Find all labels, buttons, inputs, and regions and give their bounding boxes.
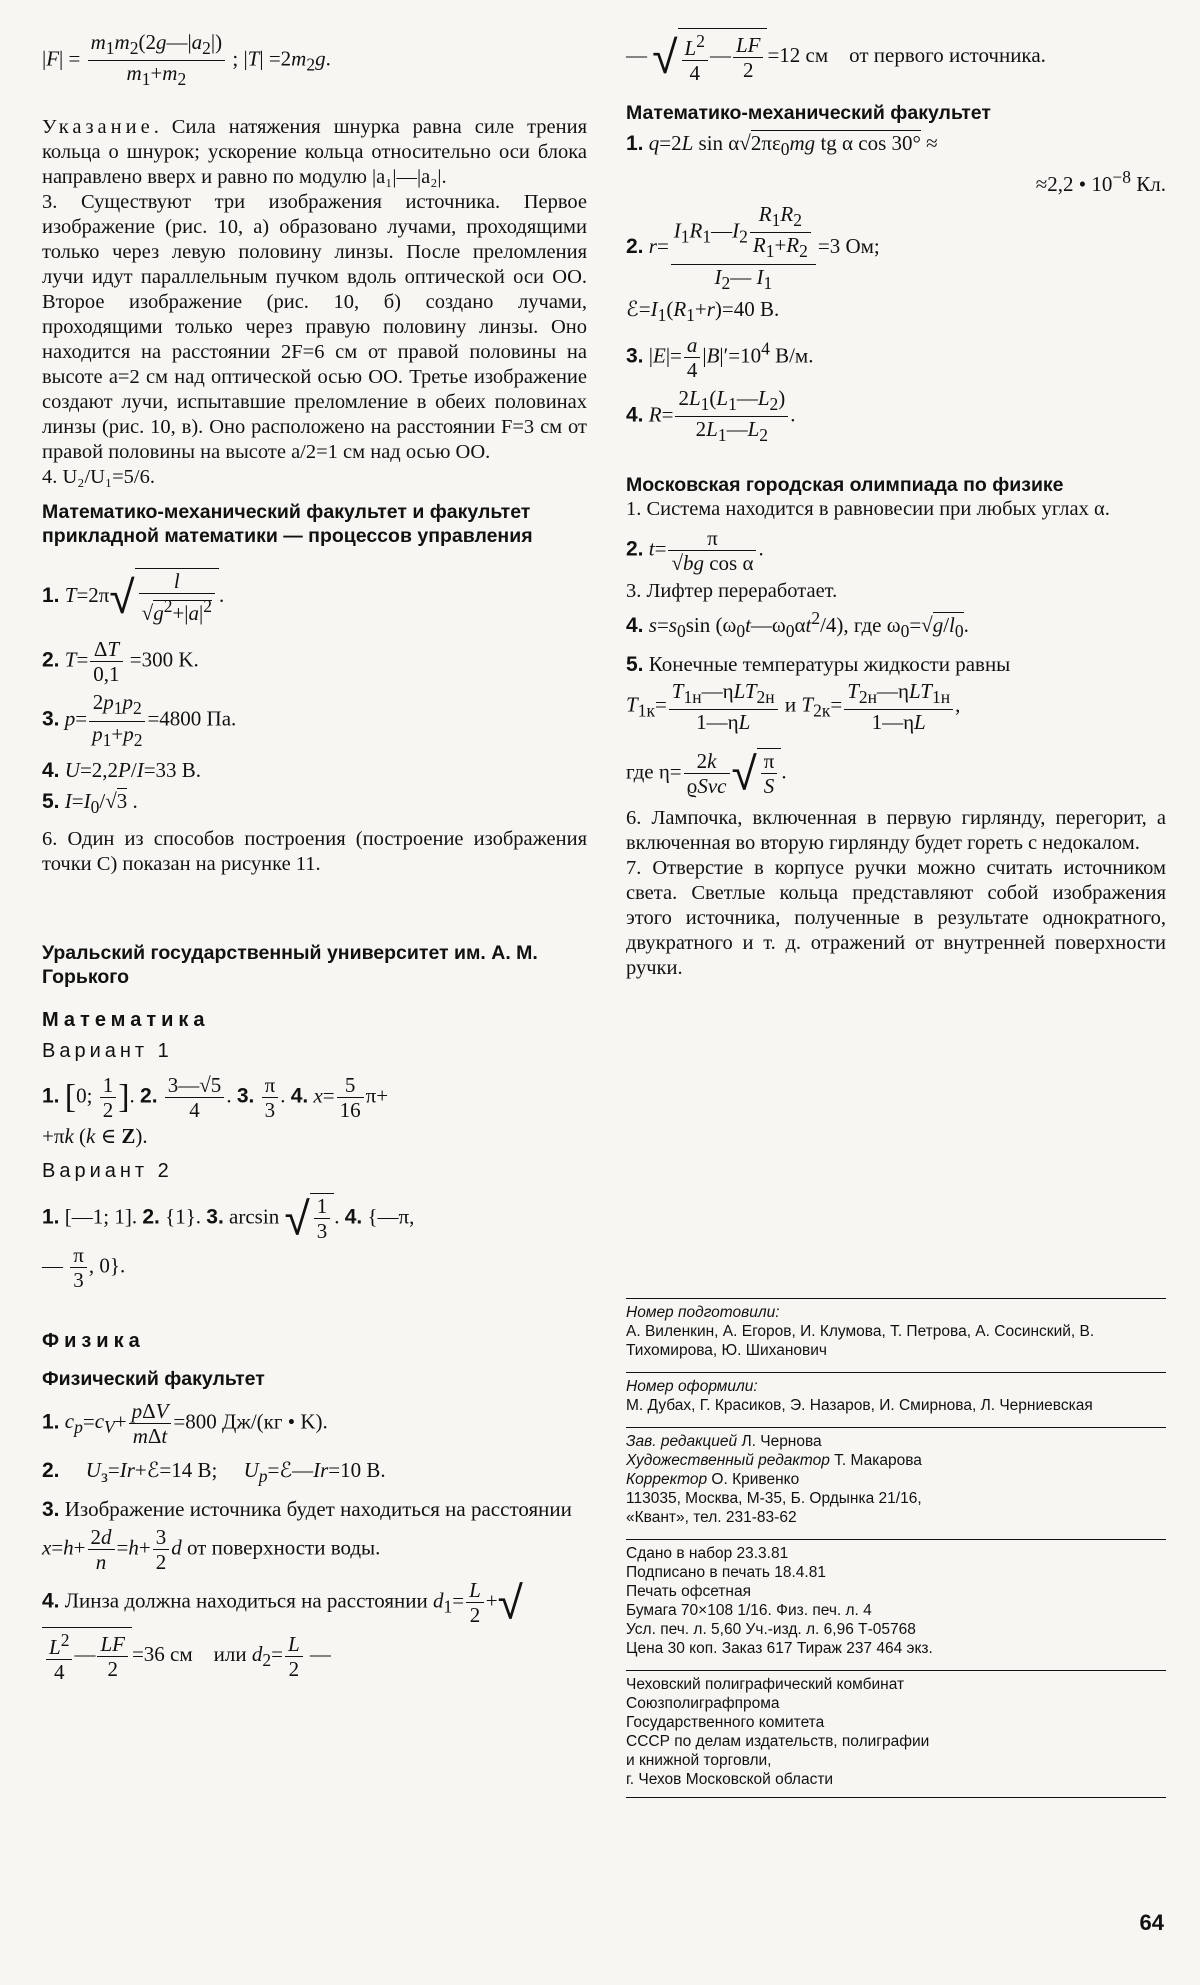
page-number: 64 [1139, 1910, 1164, 1935]
phys-item-4: 4. Линза должна находиться на расстоянии $d_1=$ $\frac{L}{2}$ +√ $\frac{L^2}{4}$ — $\frac{LF}{2}$ =36 см или $d_2=$ $\frac{L}{2}$ — [42, 1575, 523, 1685]
designed-label: Номер оформили: [626, 1378, 758, 1395]
item-4: 4. U₂/U₁=5/6. [42, 466, 155, 489]
heading-ural: Уральский государственный университет им. А. М. Горького [42, 941, 538, 988]
print-line: Подписано в печать 18.4.81 [626, 1564, 826, 1581]
prepared-label: Номер подготовили: [626, 1304, 780, 1321]
corrector-label: Корректор [626, 1471, 708, 1488]
continuation-formula: — √ $\frac{L^2}{4}$ — $\frac{LF}{2}$ =12 см от первого источника. [626, 30, 1046, 85]
hint-title: Указание [42, 116, 154, 139]
mm2-item-2: 2. r= $I_1R_1—I_2$ $\frac{R_1R_2}{R_1+R_2}$ $I_2—$ $I_1$ =3 Ом; $ℰ=I_1(R_1+r)=40$ В. [626, 202, 880, 325]
heading-mm2: Математико-механический факультет [626, 102, 991, 124]
editor-label: Зав. редакцией [626, 1433, 738, 1450]
moscow-item-2: 2. t= $\frac{\pi}{\text{√bg cos α}}$ . [626, 526, 764, 576]
variant-2-title: Вариант 2 [42, 1159, 173, 1182]
moscow-item-4: 4. $s=s_0\sin$ $(\omega_0t—\omega_0\alpha t^2/4)$, где $\omega_0=√g/l_0$. [626, 608, 969, 642]
imprint [626, 1298, 1166, 1798]
variant-1-answers: 1. [0; $\frac{1}{2}$ ]. 2. $\frac{3—√5}{4}$ . 3. $\frac{\pi}{3}$ . 4. x= $\frac{5}{16}$ π+ +πk (k ∈ Z). [42, 1072, 389, 1148]
mm2-item-3: 3. |E|= $\frac{a}{4}$ $|B|'=10^4$ В/м. [626, 332, 814, 382]
mm-item-6: 6. Один из способов построения (построение изображения точки C) показан на рисунке 11. [42, 827, 587, 875]
plant-line: Союзполиграфпрома [626, 1695, 780, 1712]
address: 113035, Москва, М-35, Б. Ордынка 21/16, [626, 1490, 922, 1507]
plant-line: Государственного комитета [626, 1714, 825, 1731]
formula-top: |F| = $\frac{m_1m_2(2g—|a_2|)}{m_1+m_2}$ ; $|T| =2m_2g$. [42, 30, 331, 90]
hint-text: . Сила натяжения шнурка равна силе трения кольца о шнурок; ускорение кольца относительно оси блока направлено вверх и равно по модулю |a₁|—|a₂|. [42, 116, 587, 189]
variant-1-title: Вариант 1 [42, 1039, 173, 1062]
physics-title: Физика [42, 1329, 145, 1352]
editor-name: Л. Чернова [741, 1433, 822, 1450]
mm-item-3: 3. p= $\frac{2p_1p_2}{p_1+p_2}$ =4800 Па. [42, 690, 237, 750]
print-line: Усл. печ. л. 5,60 Уч.-изд. л. 6,96 Т-05768 [626, 1621, 916, 1638]
phone: «Квант», тел. 231-83-62 [626, 1509, 797, 1526]
mm-item-1: 1. T=2π√ $\frac{l}{√g^2+|a|^2}$ . [42, 569, 225, 626]
phys-item-3: 3. Изображение источника будет находиться на расстоянии x=h+ $\frac{2d}{n}$ =h+ $\frac{3}{2}$ d от поверхности воды. [42, 1497, 572, 1575]
mm2-item-4: 4. R= $\frac{2L_1(L_1—L_2)}{2L_1—L_2}$ . [626, 385, 796, 446]
print-line: Цена 30 коп. Заказ 617 Тираж 237 464 экз. [626, 1640, 933, 1657]
imprint-rule-6 [626, 1797, 1166, 1798]
print-line: Сдано в набор 23.3.81 [626, 1545, 789, 1562]
mm2-item-1: 1. q=2L $\sin \alpha√2\pi\varepsilon_0mg$ tg α cos 30° ≈ ≈2,2 • $10^{-8}$ Кл. [626, 131, 1166, 197]
math-title: Математика [42, 1008, 210, 1031]
left-column [42, 28, 587, 1688]
art-label: Художественный редактор [626, 1452, 830, 1469]
print-line: Бумага 70×108 1/16. Физ. печ. л. 4 [626, 1602, 872, 1619]
moscow-item-3: 3. Лифтер переработает. [626, 580, 838, 603]
mm-item-5: 5. $I=I_0/√3$ . [42, 788, 138, 817]
corrector-name: О. Кривенко [711, 1471, 800, 1488]
prepared-names: А. Виленкин, А. Егоров, И. Клумова, Т. Петрова, А. Сосинский, В. Тихомирова, Ю. Шиханович [626, 1323, 1095, 1359]
moscow-item-1: 1. Система находится в равновесии при любых углах α. [626, 498, 1110, 521]
designed-names: М. Дубах, Г. Красиков, Э. Назаров, И. Смирнова, Л. Черниевская [626, 1397, 1093, 1414]
plant-line: СССР по делам издательств, полиграфии [626, 1733, 930, 1750]
heading-mm-faculty: Математико-механический факультет и факультет прикладной математики — процессов управления [42, 501, 533, 548]
phys-item-2: 2. $U_з=Ir+ℰ=14$ В; $U_p=ℰ—Ir=10$ В. [42, 1457, 386, 1487]
phys-item-1: 1. $c_p=c_V+$ pΔV mΔt =800 Дж/(кг • K). [42, 1398, 328, 1448]
moscow-item-6: 6. Лампочка, включенная в первую гирлянду, перегорит, а включенная во вторую гирлянду будет гореть с недокалом. [626, 806, 1166, 854]
right-column [626, 28, 1166, 1788]
art-name: Т. Макарова [834, 1452, 922, 1469]
plant-line: Чеховский полиграфический комбинат [626, 1676, 905, 1693]
print-line: Печать офсетная [626, 1583, 751, 1600]
variant-2-answers: 1. [—1; 1]. 2. {1}. 3. arcsin √ $\frac{1}{3}$ . 4. {—π, — $\frac{\pi}{3}$ , 0}. [42, 1191, 415, 1292]
moscow-item-5: 5. Конечные температуры жидкости равны $T_{1к}=$ $T_{1н}—\eta LT_{2н}$ 1—ηL и $T_{2к}=$ $T_{2н}—\eta LT_{1н}$ 1—ηL , где η= 2k ϱSvc √ $\frac{\pi}{S}$ . [626, 651, 1011, 801]
hint-paragraph [42, 115, 587, 190]
plant-line: г. Чехов Московской области [626, 1771, 834, 1788]
plant-line: и книжной торговли, [626, 1752, 772, 1769]
phys-faculty-title: Физический факультет [42, 1367, 265, 1390]
heading-moscow: Московская городская олимпиада по физике [626, 474, 1064, 497]
moscow-item-7: 7. Отверстие в корпусе ручки можно считать источником света. Светлые кольца представляют собой изображения этого источника, полученные в результате однократного, двукратного и т. д. отражений от внутренней поверхности ручки. [626, 856, 1166, 979]
mm-item-2: 2. T= $\frac{\Delta T}{0,1}$ =300 K. [42, 637, 199, 687]
mm-item-4: 4. U=2,2P/I=33 В. [42, 757, 202, 782]
item-3-paragraph: 3. Существуют три изображения источника. Первое изображение (рис. 10, а) образовано лучами, проходящими только через левую половину линзы. После преломления лучи идут параллельным пучком вдоль оптической оси OO. Второе изображение (рис. 10, б) создано лучами, проходящими только через правую половину линзы. Оно находится на расстоянии 2F=6 см от правой половины на высоте a=2 см над оптической осью OO. Третье изображение создают лучи, испытавшие преломление в обеих половинах линзы (рис. 10, в). Оно расположено на расстоянии F=3 см от правой половины на высоте a/2=1 см над осью OO. [42, 191, 587, 464]
